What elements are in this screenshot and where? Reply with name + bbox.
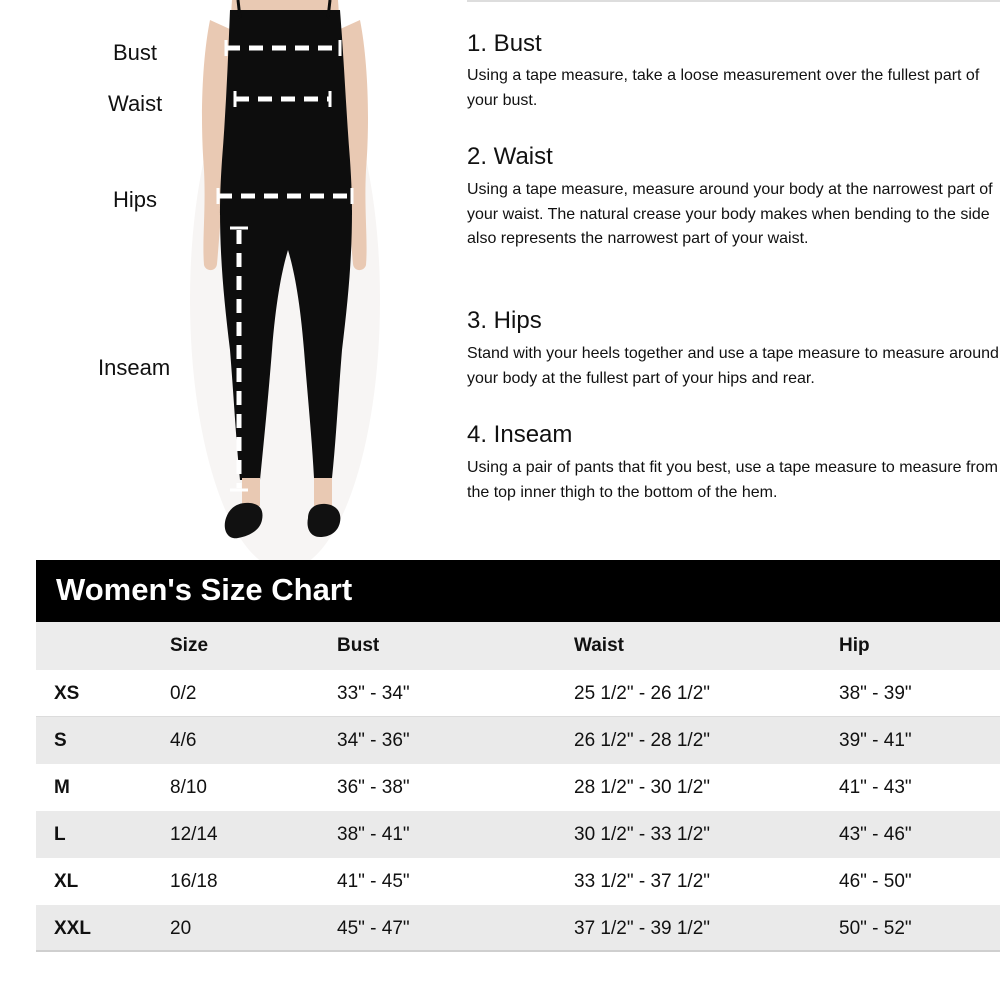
hip-cell: 50" - 52": [839, 917, 912, 939]
hip-cell: 41" - 43": [839, 776, 912, 798]
instruction-text-hips: Stand with your heels together and use a tape measure to measure around your body at the fullest part of your hips and rear.: [467, 345, 999, 387]
waist-cell: 25 1/2" - 26 1/2": [574, 682, 711, 704]
size-cell: 12/14: [170, 823, 218, 845]
column-header-size: Size: [170, 635, 209, 656]
row-label: XXL: [54, 917, 91, 939]
bust-cell: 38" - 41": [337, 823, 410, 845]
table-row: [36, 811, 1000, 858]
waist-cell: 37 1/2" - 39 1/2": [574, 917, 711, 939]
size-cell: 16/18: [170, 870, 218, 892]
column-header-waist: Waist: [574, 635, 624, 656]
size-cell: 8/10: [170, 776, 207, 798]
column-header-bust: Bust: [337, 635, 380, 656]
row-label: M: [54, 776, 70, 798]
figure-label-inseam: Inseam: [98, 355, 171, 380]
table-bottom-rule: [36, 950, 1000, 952]
waist-cell: 28 1/2" - 30 1/2": [574, 776, 711, 798]
table-header-row: [36, 622, 1000, 670]
column-header-hip: Hip: [839, 635, 870, 656]
figure-label-hips: Hips: [113, 187, 158, 212]
row-label: S: [54, 729, 67, 751]
bust-cell: 33" - 34": [337, 682, 410, 704]
instruction-title-bust: 1. Bust: [467, 30, 542, 57]
size-chart-header: [36, 560, 1000, 622]
waist-cell: 30 1/2" - 33 1/2": [574, 823, 711, 845]
waist-cell: 26 1/2" - 28 1/2": [574, 729, 711, 751]
hip-cell: 46" - 50": [839, 870, 912, 892]
hip-cell: 38" - 39": [839, 682, 912, 704]
row-label: XL: [54, 870, 79, 892]
bust-cell: 41" - 45": [337, 870, 410, 892]
size-chart-table: [36, 622, 1000, 952]
instruction-title-hips: 3. Hips: [467, 307, 542, 334]
bust-cell: 36" - 38": [337, 776, 410, 798]
bust-cell: 34" - 36": [337, 729, 410, 751]
hip-cell: 39" - 41": [839, 729, 912, 751]
table-row: [36, 905, 1000, 952]
top-divider: [467, 0, 1000, 2]
table-row: [36, 670, 1000, 717]
instruction-title-inseam: 4. Inseam: [467, 421, 573, 448]
table-row: [36, 717, 1000, 764]
row-label: L: [54, 823, 66, 845]
instruction-text-bust: Using a tape measure, take a loose measurement over the fullest part of your bust.: [467, 67, 980, 109]
model-figure-image: [180, 0, 390, 560]
size-cell: 4/6: [170, 729, 197, 751]
size-cell: 20: [170, 917, 192, 939]
bust-cell: 45" - 47": [337, 917, 410, 939]
table-row: [36, 858, 1000, 905]
size-cell: 0/2: [170, 682, 197, 704]
instruction-title-waist: 2. Waist: [467, 143, 553, 170]
figure-label-bust: Bust: [113, 40, 158, 65]
figure-label-waist: Waist: [108, 91, 163, 116]
hip-cell: 43" - 46": [839, 823, 912, 845]
waist-cell: 33 1/2" - 37 1/2": [574, 870, 711, 892]
row-label: XS: [54, 682, 80, 704]
table-row: [36, 764, 1000, 811]
size-chart-title: Women's Size Chart: [56, 572, 353, 607]
instruction-text-inseam: Using a pair of pants that fit you best, use a tape measure to measure from the top inner thigh to the bottom of the hem.: [467, 459, 998, 501]
instruction-text-waist: Using a tape measure, measure around your body at the narrowest part of your waist. The natural crease your body makes when bending to the side also represents the narrowest part of your waist.: [467, 181, 993, 247]
